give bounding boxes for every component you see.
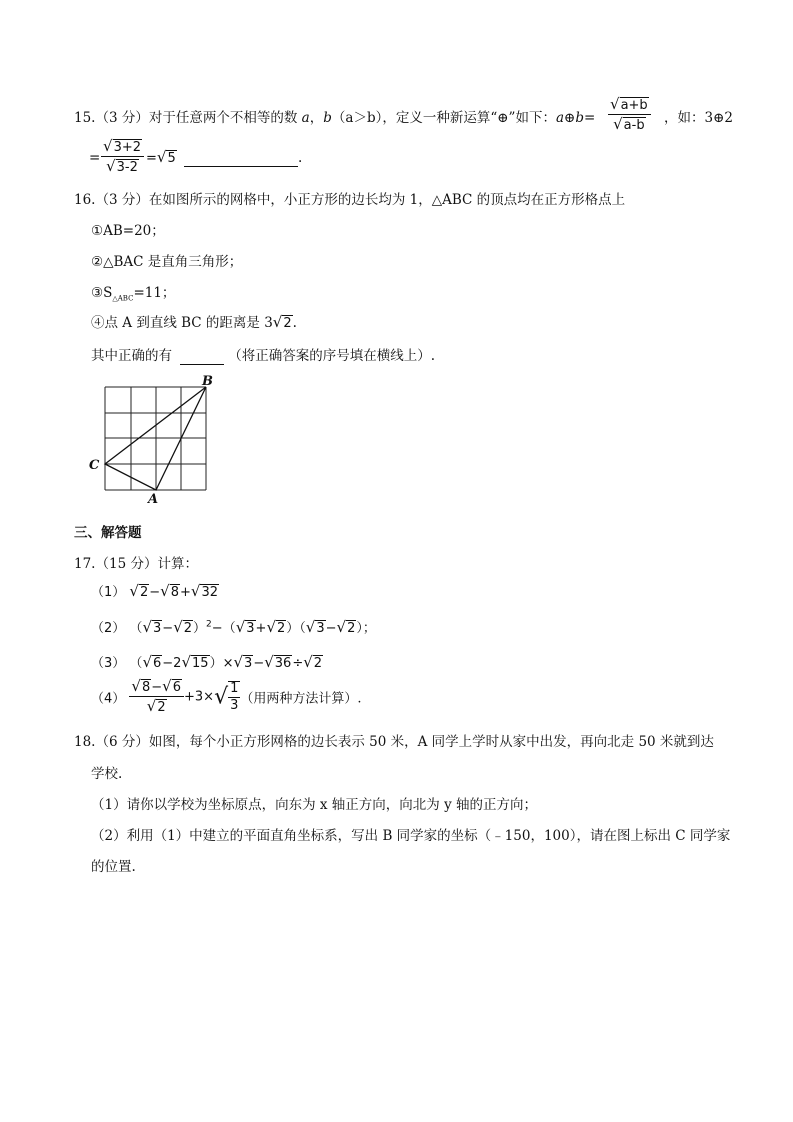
q16-item-3-subscript: △ABC bbox=[112, 294, 134, 303]
q17-p3-radicand-4: 36 bbox=[274, 656, 292, 671]
q16-item-4-period: . bbox=[292, 315, 297, 331]
q15-text-c: ，如：3⊕2 bbox=[664, 110, 733, 126]
q17-part-1: （1） √2−√8+√32 bbox=[91, 582, 219, 600]
q18-part-2-line-2: 的位置. bbox=[91, 859, 136, 875]
q17-stem bbox=[74, 552, 198, 572]
q15-example-eq: = bbox=[146, 151, 157, 166]
q15-definition-fraction: $\frac{√a+b}{√a-b}$ bbox=[608, 96, 651, 134]
q16-item-4: ④点 A 到直线 BC 的距离是 3√2. bbox=[91, 313, 297, 331]
q16-item-3 bbox=[91, 281, 175, 303]
q15-text-b: ，定义一种新运算“⊕”如下： bbox=[382, 110, 556, 126]
vertex-label-b: B bbox=[202, 374, 213, 389]
q16-item-4-text: ④点 A 到直线 BC 的距离是 3 bbox=[91, 315, 273, 331]
q17-part-3: （3） （√6−2√15）×√3−√36÷√2 bbox=[91, 653, 323, 671]
q17-p3-op-1: −2 bbox=[162, 656, 182, 671]
q17-p1-radicand-1: 2 bbox=[139, 585, 149, 600]
q15-equals: = bbox=[583, 110, 596, 126]
q17-part-2-tag: （2） bbox=[91, 621, 126, 636]
q15-answer-blank[interactable] bbox=[184, 150, 298, 167]
q15-period: . bbox=[298, 150, 303, 166]
q17-p4-sqrt-denominator: 3 bbox=[230, 697, 239, 713]
q16-item-1: ①AB=20； bbox=[91, 223, 165, 239]
q17-part-4-tag: （4） bbox=[91, 691, 126, 707]
q17-p2-end: ）； bbox=[356, 621, 376, 636]
q17-p3-open: （ bbox=[129, 656, 143, 671]
q18-line-1-text: 如图，每个小正方形网格的边长表示 50 米，A 同学上学时从家中出发，再向北走 50 米就到达 bbox=[148, 734, 714, 750]
q15-comma: ， bbox=[309, 110, 324, 126]
q17-p3-op-3: ÷ bbox=[292, 656, 304, 671]
q16-item-3-s: ③S bbox=[91, 285, 113, 301]
q16-answer-prefix: 其中正确的有 bbox=[91, 348, 172, 364]
q15-line2-eq: = bbox=[89, 150, 101, 166]
q17-p2-square: 2 bbox=[206, 619, 212, 630]
q15-example-fraction: $\frac{√3+2}{√3-2}$ bbox=[101, 138, 144, 176]
q16-stem-text: 在如图所示的网格中，小正方形的边长均为 1，△ABC 的顶点均在正方形格点上 bbox=[148, 192, 626, 208]
q15-text-a: 对于任意两个不相等的数 bbox=[148, 110, 302, 126]
q15-example-numerator: 3+2 bbox=[113, 140, 141, 155]
q15-example-result: =√5 bbox=[146, 148, 176, 166]
q17-p4-sqrt-numerator: 1 bbox=[228, 682, 240, 698]
q15-condition: （a＞b） bbox=[331, 110, 383, 126]
q17-number: 17. bbox=[74, 556, 96, 572]
q17-p1-op-2: + bbox=[180, 585, 191, 600]
q18-part-1: （1）请你以学校为坐标原点，向东为 x 轴正方向，向北为 y 轴的正方向； bbox=[91, 797, 537, 813]
q17-p2-radicand-4: 2 bbox=[277, 621, 286, 636]
q16-answer-suffix: （将正确答案的序号填在横线上）. bbox=[228, 348, 436, 364]
q15-var-a: a bbox=[301, 110, 310, 126]
q18-line-2: 学校. bbox=[91, 766, 123, 782]
q17-p2-op-1: − bbox=[162, 621, 174, 636]
q17-p2-close: ） bbox=[193, 621, 207, 636]
q15-var-b: b bbox=[323, 110, 332, 126]
q16-stem bbox=[74, 188, 625, 208]
q17-p2-op-3: − bbox=[325, 621, 337, 636]
q15-answer-line bbox=[184, 150, 302, 167]
q16-score: （3 分） bbox=[95, 192, 149, 208]
q17-p4-note: （用两种方法计算）. bbox=[240, 691, 362, 707]
q17-p3-op-2: − bbox=[253, 656, 265, 671]
q17-p4-plus-three-times: +3× bbox=[184, 689, 215, 705]
q17-p1-radicand-3: 32 bbox=[201, 585, 219, 600]
q17-p1-radicand-2: 8 bbox=[170, 585, 180, 600]
q17-p4-num-radicand-1: 8 bbox=[141, 680, 151, 695]
q16-grid-figure bbox=[84, 372, 224, 506]
q17-p2-minus: −（ bbox=[211, 621, 236, 636]
q16-item-4-radicand: 2 bbox=[283, 316, 292, 331]
q17-p2-radicand-6: 2 bbox=[347, 621, 356, 636]
q15-example-result-value: 5 bbox=[167, 151, 176, 166]
q15-number: 15. bbox=[74, 110, 96, 126]
q16-item-3-value: =11； bbox=[133, 285, 176, 301]
q15-frac-denominator: a-b bbox=[623, 118, 645, 134]
q17-p2-radicand-5: 3 bbox=[316, 621, 325, 636]
q15-line1 bbox=[74, 106, 595, 126]
q17-p4-num-op: − bbox=[151, 680, 163, 695]
q17-p4-num-radicand-2: 6 bbox=[172, 680, 182, 695]
q17-p2-open: （ bbox=[129, 621, 143, 636]
q17-p1-op-1: − bbox=[149, 585, 161, 600]
q17-p4-den-radicand: 2 bbox=[157, 700, 166, 716]
q16-grid bbox=[105, 387, 206, 490]
q17-stem-text: 计算： bbox=[157, 556, 198, 572]
q16-number: 16. bbox=[74, 192, 96, 208]
q17-p3-radicand-1: 6 bbox=[153, 656, 162, 671]
q16-answer-blank[interactable] bbox=[180, 348, 224, 365]
q15-score: （3 分） bbox=[95, 110, 149, 126]
q17-p3-radicand-3: 3 bbox=[244, 656, 253, 671]
q18-part-2-line-1: （2）利用（1）中建立的平面直角坐标系，写出 B 同学家的坐标（﹣150，100），请在图上标出 C 同学家 bbox=[91, 828, 731, 844]
q15-frac-numerator: a+b bbox=[620, 98, 648, 113]
q17-p2-radicand-3: 3 bbox=[246, 621, 255, 636]
q18-score: （6 分） bbox=[95, 734, 149, 750]
q17-part-3-tag: （3） bbox=[91, 656, 126, 671]
section-title: 三、解答题 bbox=[74, 525, 142, 541]
vertex-label-c: C bbox=[89, 458, 100, 473]
q18-number: 18. bbox=[74, 734, 96, 750]
q17-p3-close: ）× bbox=[209, 656, 234, 671]
vertex-label-a: A bbox=[148, 492, 159, 506]
q17-p2-radicand-2: 2 bbox=[183, 621, 193, 636]
q16-item-2: ②△BAC 是直角三角形； bbox=[91, 254, 243, 270]
q15-example-denominator: 3-2 bbox=[116, 160, 138, 176]
q17-part-1-tag: （1） bbox=[91, 585, 126, 600]
q17-p2-mid: ）（ bbox=[286, 621, 306, 636]
q17-p3-radicand-2: 15 bbox=[192, 656, 209, 671]
q17-p2-op-2: + bbox=[255, 621, 267, 636]
q17-p2-radicand-1: 3 bbox=[153, 621, 162, 636]
q17-part-4: （4） $\frac{√8-√6}{√2}$ +3×√ $\frac{1}{3}$ （用两种方法计算）. bbox=[91, 677, 362, 716]
q17-p3-radicand-5: 2 bbox=[313, 656, 323, 671]
q18-line-1 bbox=[74, 730, 714, 750]
q17-part-2: （2） $(√3-√2)^2-(√3+√2)(√3-√2)$； bbox=[91, 618, 376, 636]
q15-a-op-b: a⊕b bbox=[555, 110, 584, 126]
q17-score: （15 分） bbox=[95, 556, 158, 572]
q16-answer-line bbox=[91, 344, 435, 365]
